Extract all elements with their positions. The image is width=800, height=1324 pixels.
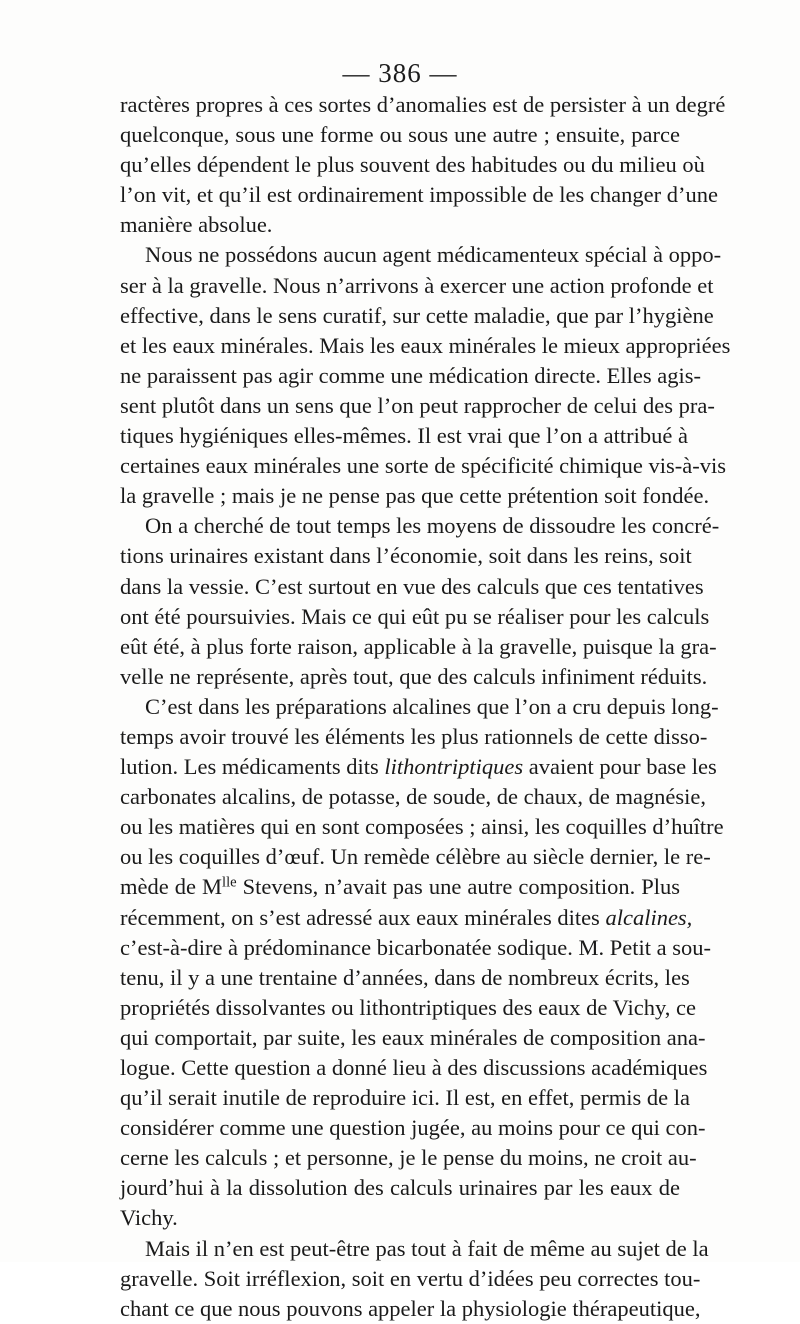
text-line: la gravelle ; mais je ne pense pas que cette prétention soit fondée. [120, 483, 710, 509]
text-line: et les eaux minérales. Mais les eaux minérales le mieux appropriées [120, 332, 731, 358]
text-line: eût été, à plus forte raison, applicable à la gravelle, puisque la gra- [120, 633, 717, 659]
text-line: effective, dans le sens curatif, sur cette maladie, que par l’hygiène [120, 302, 714, 328]
text-line: tiques hygiéniques elles-mêmes. Il est vrai que l’on a attribué à [120, 423, 688, 449]
text-line: Nous ne possédons aucun agent médicamenteux spécial à oppo- [145, 242, 722, 268]
text-line: sent plutôt dans un sens que l’on peut rapprocher de celui des pra- [120, 392, 715, 418]
text-line: ne paraissent pas agir comme une médication directe. Elles agis- [120, 362, 702, 388]
superscript: lle [222, 875, 237, 892]
text-line: Vichy. [120, 1205, 178, 1231]
text-line: manière absolue. [120, 212, 273, 238]
text-line: ou les coquilles d’œuf. Un remède célèbre au siècle dernier, le re- [120, 844, 711, 870]
italic-term: lithontriptiques [384, 754, 524, 780]
page-number: — 386 — [342, 58, 458, 88]
text-line: c’est-à-dire à prédominance bicarbonatée sodique. M. Petit a sou- [120, 934, 712, 960]
text-segment: avaient pour base les [528, 754, 717, 780]
text-line: velle ne représente, après tout, que des calculs infiniment réduits. [120, 663, 708, 689]
text-line: qu’elles dépendent le plus souvent des habitudes ou du milieu où [120, 152, 705, 178]
text-segment: lution. Les médicaments dits [120, 754, 379, 780]
text-line [120, 752, 717, 782]
text-line: propriétés dissolvantes ou lithontriptiques des eaux de Vichy, ce [120, 994, 697, 1020]
text-line: certaines eaux minérales une sorte de spécificité chimique vis-à-vis [120, 453, 727, 479]
italic-term: alcalines, [605, 904, 693, 930]
text-line [120, 872, 680, 902]
text-line [120, 903, 693, 933]
text-line: tenu, il y a une trentaine d’années, dans de nombreux écrits, les [120, 964, 690, 990]
text-line: logue. Cette question a donné lieu à des discussions académiques [120, 1055, 708, 1080]
text-line: ont été poursuivies. Mais ce qui eût pu se réaliser pour les calculs [120, 603, 710, 629]
text-line: ou les matières qui en sont composées ; ainsi, les coquilles d’huître [120, 814, 724, 840]
text-line: ser à la gravelle. Nous n’arrivons à exercer une action profonde et [120, 272, 714, 298]
text-line: temps avoir trouvé les éléments les plus rationnels de cette disso- [120, 723, 708, 749]
text-line: quelconque, sous une forme ou sous une autre ; ensuite, parce [120, 122, 680, 148]
text-line: qui comportait, par suite, les eaux minérales de composition ana- [120, 1024, 706, 1050]
text-line: gravelle. Soit irréflexion, soit en vertu d’idées peu correctes tou- [120, 1265, 701, 1291]
text-line: considérer comme une question jugée, au moins pour ce qui con- [120, 1115, 706, 1141]
text-segment: récemment, on s’est adressé aux eaux minérales dites [120, 904, 600, 930]
text-line: jourd’hui à la dissolution des calculs urinaires par les eaux de [120, 1175, 680, 1201]
text-line: tions urinaires existant dans l’économie, soit dans les reins, soit [120, 543, 692, 569]
text-segment: mède de M [120, 874, 223, 900]
text-line: cerne les calculs ; et personne, je le pense du moins, ne croit au- [120, 1145, 697, 1171]
text-line: Mais il n’en est peut-être pas tout à fait de même au sujet de la [145, 1235, 709, 1261]
text-line: chant ce que nous pouvons appeler la physiologie thérapeutique, [120, 1295, 701, 1321]
text-line: C’est dans les préparations alcalines que l’on a cru depuis long- [145, 693, 719, 719]
text-line: On a cherché de tout temps les moyens de dissoudre les concré- [145, 513, 720, 539]
body-text [120, 90, 731, 1324]
text-line: carbonates alcalins, de potasse, de soude, de chaux, de magnésie, [120, 784, 707, 810]
text-segment: Stevens, n’avait pas une autre composition. Plus [242, 874, 681, 900]
text-line: l’on vit, et qu’il est ordinairement impossible de les changer d’une [120, 182, 718, 208]
text-line: dans la vessie. C’est surtout en vue des calculs que ces tentatives [120, 573, 704, 599]
text-line: ractères propres à ces sortes d’anomalies est de persister à un degré [120, 92, 726, 117]
text-line: qu’il serait inutile de reproduire ici. Il est, en effet, permis de la [120, 1085, 691, 1111]
